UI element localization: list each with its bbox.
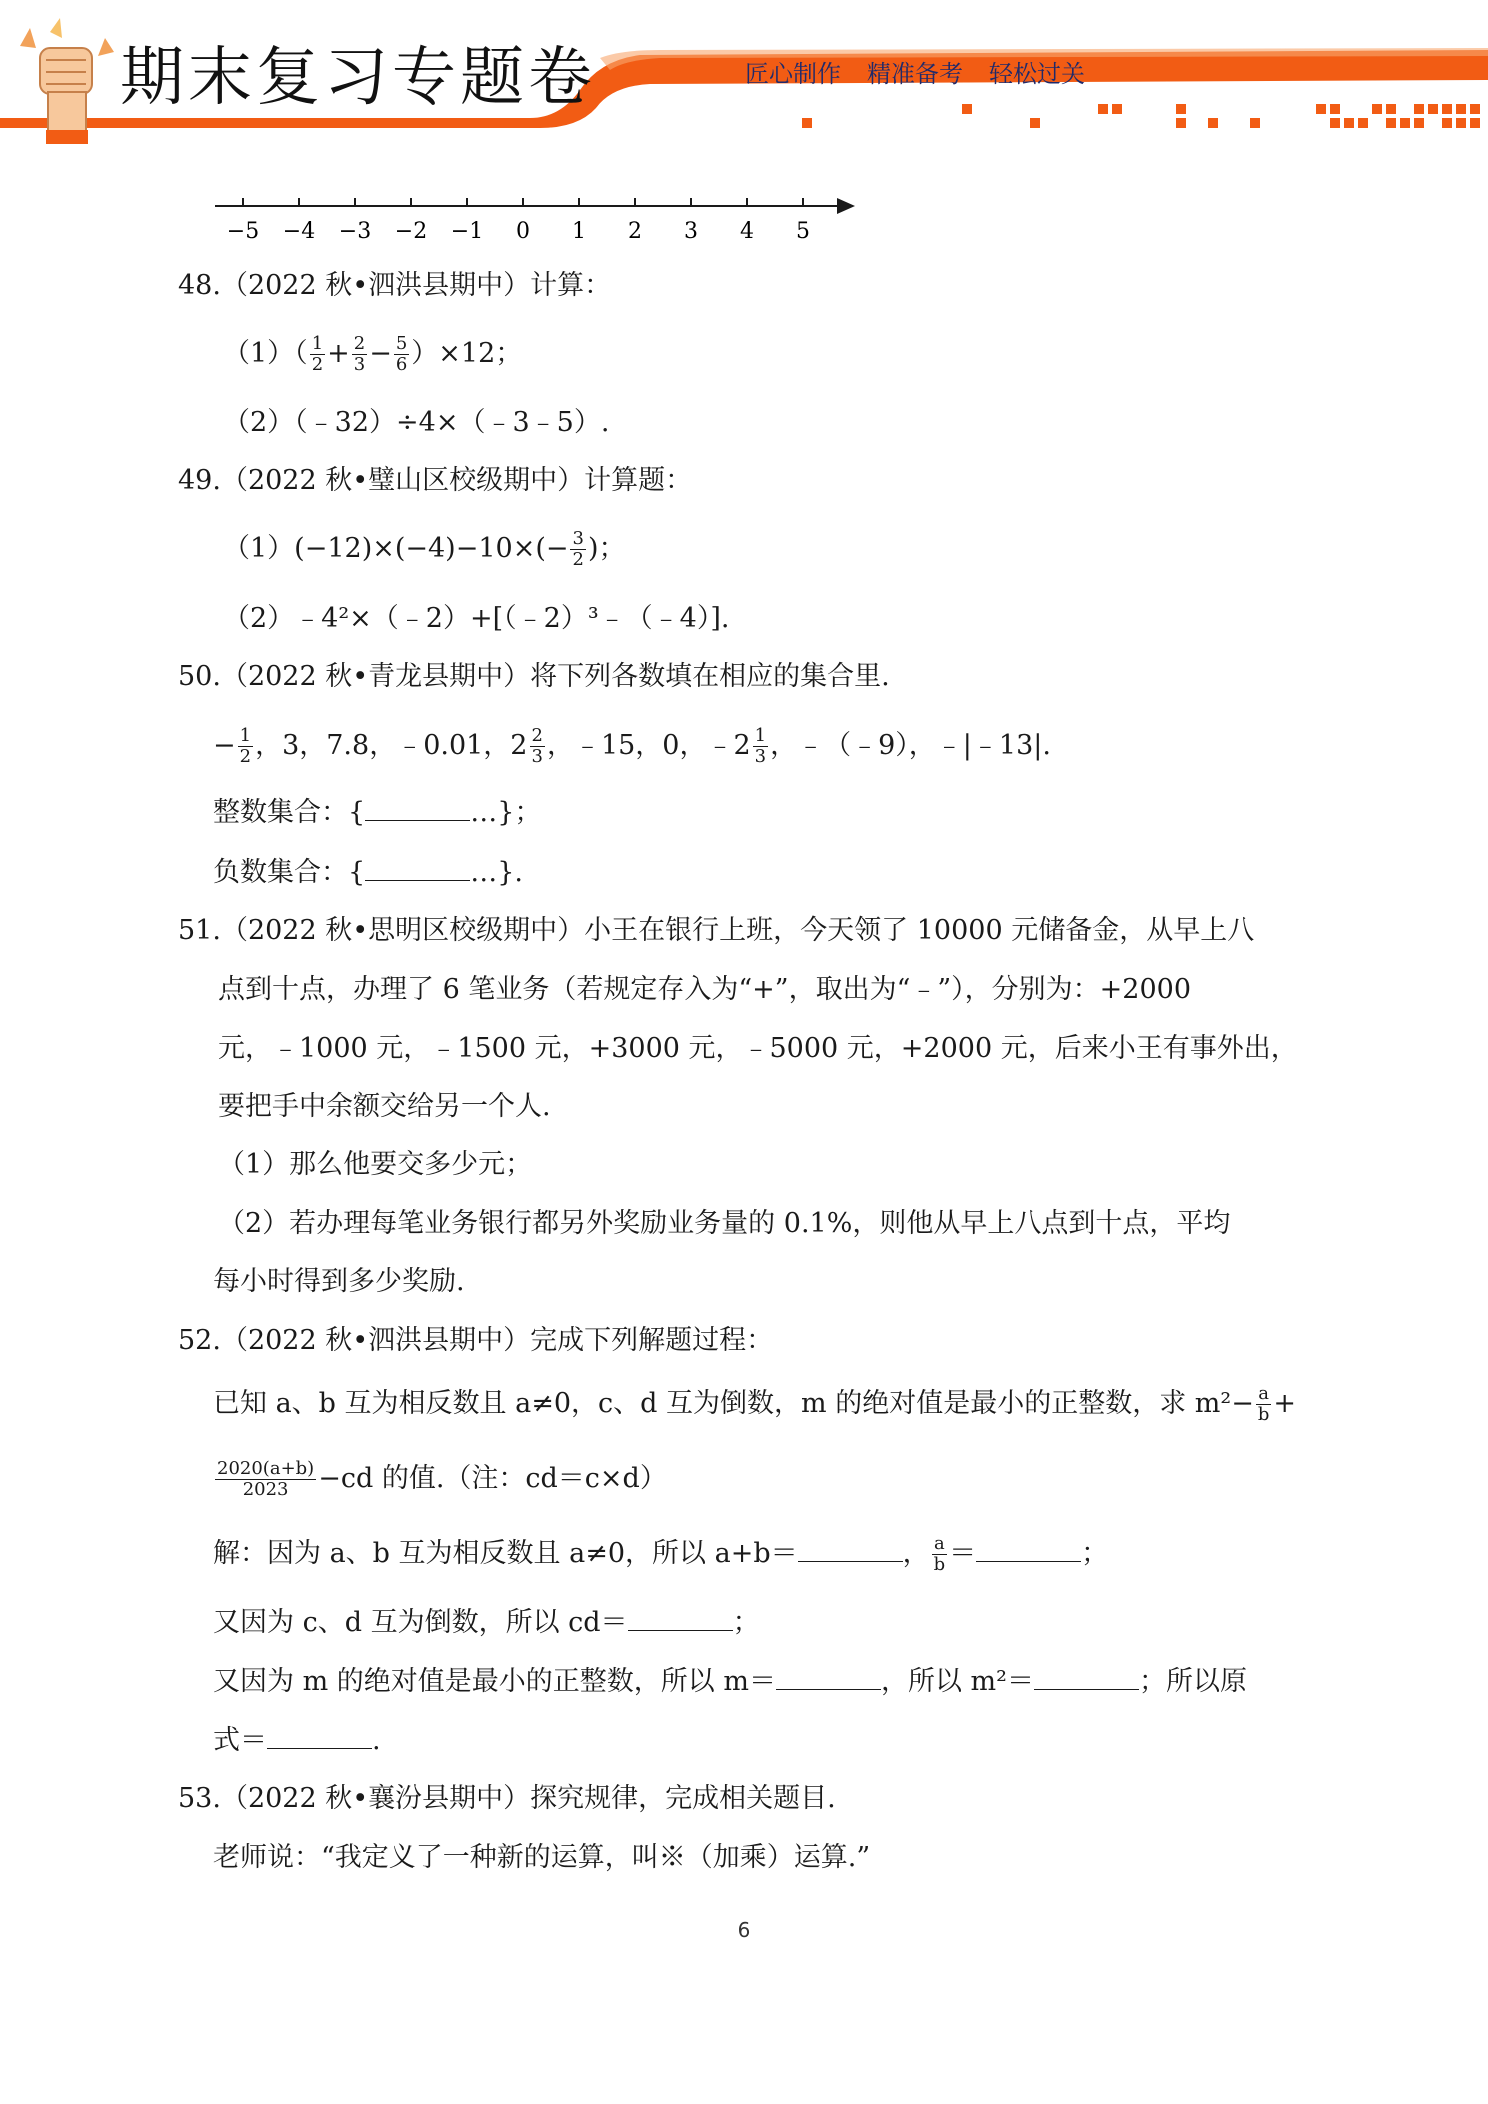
number-line-arrow — [837, 198, 855, 214]
q53-line-1: 老师说：“我定义了一种新的运算，叫※（加乘）运算.” — [213, 1842, 871, 1873]
page-number: 6 — [737, 1918, 751, 1942]
q52-given-text: 已知 a、b 互为相反数且 a≠0，c、d 互为倒数，m 的绝对值是最小的正整数，求 m²− — [213, 1388, 1254, 1419]
q52-sol1-frac-den: b — [933, 1554, 946, 1575]
q49-part1 — [223, 530, 625, 569]
number-line-label: −2 — [394, 219, 428, 244]
q48-frac-1-den: 2 — [311, 354, 324, 375]
q52-blank-m[interactable] — [776, 1667, 881, 1690]
q52-sol3-text-b: ，所以 m²＝ — [880, 1666, 1034, 1697]
number-line-label: −5 — [226, 219, 260, 244]
q50-stem: 50.（2022 秋•青龙县期中）将下列各数填在相应的集合里. — [178, 661, 890, 692]
q52-given-frac-den: b — [1257, 1404, 1270, 1425]
q49-frac-den: 2 — [572, 549, 584, 570]
q52-given-frac — [1256, 1385, 1272, 1424]
q52-stem: 52.（2022 秋•泗洪县期中）完成下列解题过程： — [178, 1325, 774, 1356]
q52-solution-1: 解：因为 a、b 互为相反数且 a≠0，所以 a+b＝ ， $\frac{a}{b}$ ＝ ； — [213, 1533, 1109, 1575]
q48-frac-2 — [352, 335, 367, 374]
q52-given — [213, 1385, 1296, 1424]
q48-part1: （1）（ $\frac{1}{2}$ + $\frac{2}{3}$ − $\frac{5}{6}$ ）×12； — [223, 333, 523, 375]
q52-solution-2: 又因为 c、d 互为倒数，所以 cd＝ ； — [213, 1607, 760, 1638]
q48-p1-suffix: ）×12； — [411, 338, 523, 369]
q49-stem: 49.（2022 秋•璧山区校级期中）计算题： — [178, 465, 693, 496]
number-line-label: 4 — [740, 219, 754, 244]
q48-frac-3-num: 5 — [395, 333, 408, 354]
slogan-3: 轻松过关 — [989, 60, 1085, 88]
q53-stem: 53.（2022 秋•襄汾县期中）探究规律，完成相关题目. — [178, 1783, 836, 1814]
q52-expr-frac-den: 2023 — [242, 1479, 289, 1500]
q51-part2a: （2）若办理每笔业务银行都另外奖励业务量的 0.1%，则他从早上八点到十点，平均 — [218, 1208, 1231, 1239]
q52-given-plus: + — [1273, 1388, 1296, 1419]
q51-line-3: 元，﹣1000 元，﹣1500 元，+3000 元，﹣5000 元，+2000 元，后来小王有事外出， — [218, 1033, 1298, 1064]
q50-number-list: − $\frac{1}{2}$ ，3，7.8，﹣0.01，2 $\frac{2}{3}$ ，﹣15，0，﹣2 $\frac{1}{3}$ ，﹣（﹣9），﹣|﹣13|. — [213, 725, 1051, 767]
q52-sol3-text-a: 又因为 m 的绝对值是最小的正整数，所以 m＝ — [213, 1666, 776, 1697]
q50-frac-1-num: 1 — [239, 725, 252, 746]
number-line-ticks — [227, 198, 810, 244]
q50-integer-set-label: 整数集合：{ — [213, 797, 366, 828]
q48-p1-prefix: （1）（ — [223, 338, 308, 369]
q50-frac-2-den: 3 — [531, 746, 543, 767]
q48-frac-3 — [394, 335, 409, 374]
q52-sol1-equals: ＝ — [949, 1538, 977, 1569]
q52-solution-4: 式＝ . — [213, 1725, 381, 1756]
header-decorative-dots — [0, 0, 1488, 150]
q52-expression — [213, 1460, 667, 1499]
q48-frac-3-den: 6 — [395, 354, 408, 375]
q52-expr-frac-num: 2020(a+b) — [217, 1458, 315, 1479]
q48-stem: 48.（2022 秋•泗洪县期中）计算： — [178, 270, 612, 301]
q52-blank-result[interactable] — [267, 1726, 372, 1749]
q50-negative-set-end: …}. — [470, 857, 523, 888]
q51-part1: （1）那么他要交多少元； — [218, 1149, 533, 1180]
q50-frac-3-den: 3 — [754, 746, 767, 767]
q52-sol1-frac-num: a — [934, 1533, 945, 1554]
number-line-label: 2 — [628, 219, 642, 244]
q51-part2b: 每小时得到多少奖励. — [213, 1266, 465, 1297]
number-line-label: 1 — [572, 219, 586, 244]
q48-frac-1 — [310, 335, 325, 374]
q50-nums-b: ，﹣15，0，﹣2 — [546, 730, 751, 761]
q49-part2: （2）﹣4²×（﹣2）+[（﹣2）³﹣（﹣4）]. — [223, 603, 730, 634]
q50-frac-2 — [530, 727, 545, 766]
q52-given-frac-num: a — [1258, 1383, 1269, 1404]
q51-line-4: 要把手中余额交给另一个人. — [218, 1091, 551, 1122]
q49-frac — [570, 530, 585, 569]
q52-sol2-text: 又因为 c、d 互为倒数，所以 cd＝ — [213, 1607, 628, 1638]
q52-sol3-text-c: ；所以原 — [1138, 1666, 1247, 1697]
header-title: 期末复习专题卷 — [120, 41, 596, 115]
number-line-label: 0 — [516, 219, 530, 244]
q52-sol4-text: 式＝ — [213, 1725, 267, 1756]
q49-p1-prefix: （1）(−12)×(−4)−10×(− — [223, 533, 569, 564]
q50-negative-set — [213, 857, 523, 888]
q50-frac-1-den: 2 — [239, 746, 252, 767]
number-line-label: 3 — [684, 219, 698, 244]
q52-blank-cd[interactable] — [628, 1608, 733, 1631]
q52-expr-rest: −cd 的值.（注：cd＝c×d） — [318, 1463, 667, 1494]
q50-nums-a: ，3，7.8，﹣0.01，2 — [255, 730, 528, 761]
q50-frac-3 — [753, 727, 768, 766]
q50-frac-2-num: 2 — [531, 725, 543, 746]
q50-integer-blank[interactable] — [365, 798, 470, 821]
q52-expr-frac — [215, 1460, 316, 1499]
q50-negative-blank[interactable] — [365, 858, 470, 881]
q51-line-1: 51.（2022 秋•思明区校级期中）小王在银行上班，今天领了 10000 元储备金，从早上八 — [178, 915, 1255, 946]
q52-blank-a-plus-b[interactable] — [798, 1539, 903, 1562]
q51-line-2: 点到十点，办理了 6 笔业务（若规定存入为“+”，取出为“﹣”），分别为：+2000 — [218, 974, 1192, 1005]
q50-frac-1 — [238, 727, 253, 766]
q49-frac-num: 3 — [572, 528, 584, 549]
slogan-1: 匠心制作 — [745, 60, 841, 88]
q48-part2: （2）（﹣32）÷4×（﹣3﹣5）. — [223, 407, 610, 438]
q48-frac-2-den: 3 — [353, 354, 366, 375]
q49-p1-suffix: )； — [587, 533, 626, 564]
q50-integer-set-end: …}； — [470, 797, 542, 828]
q50-integer-set — [213, 797, 541, 828]
q48-frac-2-num: 2 — [353, 333, 366, 354]
q50-negative-set-label: 负数集合：{ — [213, 857, 366, 888]
number-line-label: 5 — [796, 219, 810, 244]
q52-sol1-text: 解：因为 a、b 互为相反数且 a≠0，所以 a+b＝ — [213, 1538, 798, 1569]
q52-solution-3 — [213, 1666, 1247, 1697]
page-header — [0, 0, 1488, 150]
q52-blank-m-squared[interactable] — [1034, 1667, 1139, 1690]
q48-frac-1-num: 1 — [311, 333, 324, 354]
slogan-2: 精准备考 — [867, 60, 963, 88]
q50-frac-3-num: 1 — [754, 725, 767, 746]
number-line-label: −4 — [282, 219, 316, 244]
q50-nums-c: ，﹣（﹣9），﹣|﹣13|. — [770, 730, 1051, 761]
number-line — [215, 190, 865, 250]
number-line-label: −3 — [338, 219, 372, 244]
q52-blank-a-over-b[interactable] — [976, 1539, 1081, 1562]
number-line-label: −1 — [450, 219, 484, 244]
q52-sol1-frac — [932, 1535, 948, 1574]
